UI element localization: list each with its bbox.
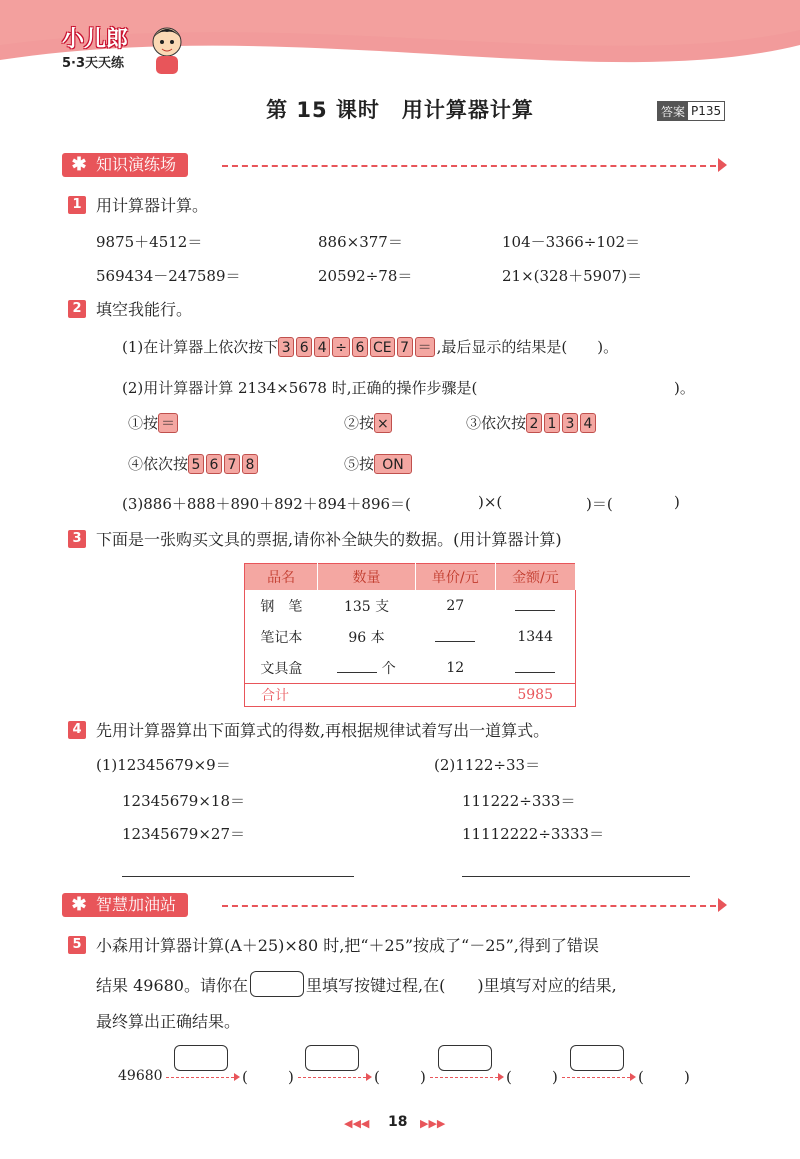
flow-arrow: [430, 1077, 498, 1078]
expression: 12345679×18＝: [122, 792, 246, 810]
paren-close: ): [288, 1068, 294, 1086]
key-6: 6: [296, 337, 312, 357]
triangle-left-icon: ◀◀◀: [344, 1117, 370, 1130]
mascot-icon: [148, 22, 186, 78]
key-1: 1: [544, 413, 560, 433]
q2-part3-c: )＝(: [586, 495, 613, 513]
q2-part2: (2)用计算器计算 2134×5678 时,正确的操作步骤是(: [122, 379, 478, 397]
option-label: ①按: [128, 414, 159, 432]
paren-open: (: [242, 1068, 248, 1086]
key-4: 4: [314, 337, 330, 357]
expression: 569434－247589＝: [96, 267, 241, 285]
section-label: 知识演练场: [62, 153, 188, 177]
option-4: [128, 453, 260, 474]
column-header: 数量: [318, 564, 415, 591]
key-6: 6: [352, 337, 368, 357]
key-3: 3: [562, 413, 578, 433]
part1-prefix: (1)在计算器上依次按下: [122, 338, 279, 356]
item-price-blank: [415, 621, 495, 652]
logo-subtitle: 5·3天天练: [62, 56, 125, 71]
logo-title: 小儿郎: [62, 27, 129, 52]
arrow-head-icon: [366, 1073, 372, 1081]
page-number: 18: [388, 1114, 408, 1130]
expression: 21×(328＋5907)＝: [502, 267, 643, 285]
question-text: 用计算器计算。: [96, 196, 209, 215]
flow-arrow: [298, 1077, 366, 1078]
item-amount: 1344: [517, 628, 553, 645]
answer-line: [462, 876, 690, 877]
arrow-head-icon: [234, 1073, 240, 1081]
answer-label: 答案: [658, 102, 688, 120]
star-icon: ✱: [71, 894, 87, 915]
key-6: 6: [206, 454, 222, 474]
question-number: 3: [68, 530, 86, 548]
question-number: 2: [68, 300, 86, 318]
expression: 886×377＝: [318, 233, 403, 251]
key-box-sample: [250, 971, 304, 997]
question-text: 小森用计算器计算(A＋25)×80 时,把“＋25”按成了“－25”,得到了错误: [96, 936, 599, 955]
brand-logo: [62, 22, 192, 82]
option-1: [128, 412, 180, 433]
q2-part3-d: ): [674, 493, 680, 511]
option-3: [466, 412, 598, 433]
arrow-head-icon: [498, 1073, 504, 1081]
section-label: 智慧加油站: [62, 893, 188, 917]
option-5: [344, 453, 414, 474]
total-label: 合计: [245, 684, 318, 707]
q2-part3-a: (3)886＋888＋890＋892＋894＋896＝(: [122, 495, 411, 513]
column-header: 金额/元: [495, 564, 575, 591]
section-header-challenge: [62, 893, 730, 919]
question-text: 先用计算器算出下面算式的得数,再根据规律试着写出一道算式。: [96, 721, 550, 740]
paren-open: (: [506, 1068, 512, 1086]
triangle-right-icon: ▶▶▶: [420, 1117, 446, 1130]
expression: 111222÷333＝: [462, 792, 576, 810]
answer-line: [122, 876, 354, 877]
item-name: 文具盒: [260, 660, 303, 677]
key-input-box[interactable]: [438, 1045, 492, 1071]
start-value: 49680: [118, 1068, 163, 1084]
flow-arrow: [166, 1077, 234, 1078]
key-input-box[interactable]: [305, 1045, 359, 1071]
key-divide: ÷: [332, 337, 350, 357]
unit-label: 个: [381, 660, 396, 677]
star-icon: ✱: [71, 154, 87, 175]
option-label: ⑤按: [344, 455, 375, 473]
total-row: [245, 684, 576, 707]
q2-part1: [122, 336, 618, 357]
paren-open: (: [638, 1068, 644, 1086]
paren-close: ): [552, 1068, 558, 1086]
answer-reference: [657, 101, 725, 121]
item-quantity: 135 支: [343, 598, 390, 615]
item-quantity: 96 本: [348, 629, 385, 646]
key-3: 3: [278, 337, 294, 357]
expression: 104－3366÷102＝: [502, 233, 641, 251]
question-text: 下面是一张购买文具的票据,请你补全缺失的数据。(用计算器计算): [96, 530, 562, 549]
key-7: 7: [224, 454, 240, 474]
text-fragment: 结果 49680。请你在: [96, 975, 248, 995]
flow-arrow: [562, 1077, 630, 1078]
arrow-head-icon: [630, 1073, 636, 1081]
question-number: 1: [68, 196, 86, 214]
table-row: [245, 621, 576, 652]
paren-close: ): [684, 1068, 690, 1086]
item-name: 笔记本: [260, 629, 303, 646]
expression: (2)1122÷33＝: [434, 756, 541, 774]
key-equals: ＝: [415, 337, 435, 357]
page-title: 第 15 课时 用计算器计算: [266, 98, 534, 122]
option-label: ②按: [344, 414, 375, 432]
question-number: 5: [68, 936, 86, 954]
expression: 9875＋4512＝: [96, 233, 203, 251]
expression: (1)12345679×9＝: [96, 756, 231, 774]
part1-suffix: ,最后显示的结果是( )。: [436, 338, 619, 356]
key-ce: CE: [370, 337, 395, 357]
question-text-line2: [96, 971, 617, 997]
column-header: 单价/元: [415, 564, 495, 591]
column-header: 品名: [245, 564, 318, 591]
key-4: 4: [580, 413, 596, 433]
arrow-right-icon: [718, 158, 727, 172]
key-input-box[interactable]: [570, 1045, 624, 1071]
question-number: 4: [68, 721, 86, 739]
q2-part2-end: )。: [674, 379, 695, 397]
section-divider: [222, 165, 716, 167]
item-price: 27: [446, 597, 465, 614]
section-divider: [222, 905, 716, 907]
expression: 12345679×27＝: [122, 825, 246, 843]
key-on: ON: [374, 454, 412, 474]
section-header-practice: [62, 153, 730, 179]
arrow-right-icon: [718, 898, 727, 912]
question-text-line3: 最终算出正确结果。: [96, 1012, 241, 1031]
paren-open: (: [374, 1068, 380, 1086]
key-input-box[interactable]: [174, 1045, 228, 1071]
key-multiply: ×: [374, 413, 392, 433]
key-8: 8: [242, 454, 258, 474]
q2-part3-b: )×(: [478, 493, 503, 511]
item-amount-blank: [495, 652, 575, 684]
question-text: 填空我能行。: [96, 300, 193, 319]
expression: 20592÷78＝: [318, 267, 413, 285]
item-amount-blank: [495, 590, 575, 621]
total-value: 5985: [495, 684, 575, 707]
key-equals: ＝: [158, 413, 178, 433]
receipt-table: [244, 563, 576, 707]
item-price: 12: [446, 659, 465, 676]
key-2: 2: [526, 413, 542, 433]
answer-page: P135: [691, 104, 722, 118]
option-label: ③依次按: [466, 414, 527, 432]
table-row: [245, 652, 576, 684]
key-7: 7: [397, 337, 413, 357]
table-row: [245, 590, 576, 621]
key-5: 5: [188, 454, 204, 474]
expression: 11112222÷3333＝: [462, 825, 605, 843]
paren-close: ): [420, 1068, 426, 1086]
table-header-row: [245, 564, 576, 591]
item-quantity-cell: [318, 652, 415, 684]
item-name: 钢 笔: [260, 598, 303, 615]
option-label: ④依次按: [128, 455, 189, 473]
option-2: [344, 412, 394, 433]
text-fragment: 里填写按键过程,在( )里填写对应的结果,: [306, 975, 617, 995]
